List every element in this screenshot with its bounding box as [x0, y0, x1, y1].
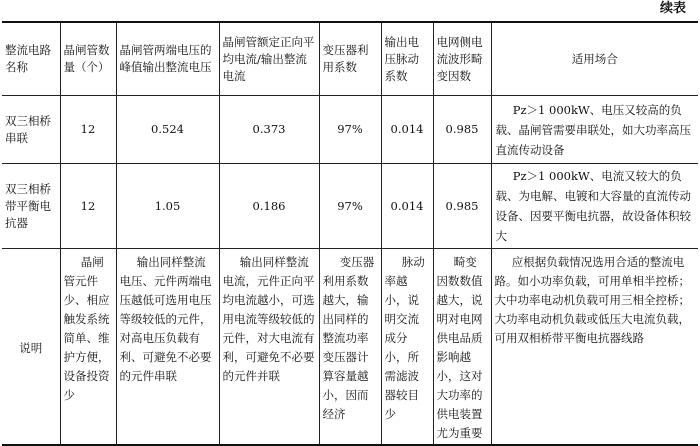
table-row	[2, 96, 698, 164]
header-distortion-factor: 电网侧电流波形畸变因数	[433, 22, 491, 96]
row-current-ratio: 0.186	[219, 164, 319, 249]
row-distortion-factor: 0.985	[433, 164, 491, 249]
row-voltage-ratio: 0.524	[116, 96, 219, 164]
row-current-ratio: 0.373	[219, 96, 319, 164]
note-application: 应根据负载情况选用合适的整流电路。如小功率负载，可用单相半控桥；大中功率电动机负载可用三相全控桥；大功率电动机负载或低压大电流负载，可用双相桥带平衡电抗器线路	[491, 249, 698, 446]
table-row	[2, 164, 698, 249]
header-transformer-utilization: 变压器利用系数	[319, 22, 381, 96]
note-transformer-utilization: 变压器利用系数越大，输出同样的整流功率变压器计算容量越小，因而经济	[319, 249, 381, 446]
note-current-ratio: 输出同样整流电流，元件正向平均电流越小，可选用电流等级较低的元件，对大电流有利，可避免不必要的元件并联	[219, 249, 319, 446]
row-transformer-utilization: 97%	[319, 164, 381, 249]
row-circuit-name: 双三相桥串联	[2, 96, 60, 164]
row-ripple-factor: 0.014	[381, 96, 433, 164]
header-application: 适用场合	[491, 22, 698, 96]
row-application: Pz＞1 000kW、电压又较高的负载、晶闸管需要串联处，如大功率高压直流传动设备	[491, 96, 698, 164]
row-application: Pz＞1 000kW、电流又较大的负载、为电解、电镀和大容量的直流传动设备、因要平衡电抗器，故设备体积较大	[491, 164, 698, 249]
continued-label: 续表	[659, 1, 686, 16]
header-ripple-factor: 输出电压脉动系数	[381, 22, 433, 96]
row-transformer-utilization: 97%	[319, 96, 381, 164]
header-current-ratio: 晶闸管额定正向平均电流/输出整流电流	[219, 22, 319, 96]
header-circuit-name: 整流电路名称	[2, 22, 60, 96]
note-voltage-ratio: 输出同样整流电压、元件两端电压越低可选用电压等级较低的元件，对高电压负载有利、可避免不必要的元件串联	[116, 249, 219, 446]
notes-row	[2, 249, 698, 446]
row-thyristor-count: 12	[60, 164, 116, 249]
header-voltage-ratio: 晶闸管两端电压的峰值输出整流电压	[116, 22, 219, 96]
header-row	[2, 22, 698, 96]
header-thyristor-count: 晶闸管数量（个）	[60, 22, 116, 96]
rectifier-comparison-table	[2, 21, 698, 446]
notes-label: 说明	[2, 249, 60, 446]
row-distortion-factor: 0.985	[433, 96, 491, 164]
note-ripple-factor: 脉动率越小，说明交流成分小，所需滤波器较目少	[381, 249, 433, 446]
row-circuit-name: 双三相桥带平衡电抗器	[2, 164, 60, 249]
row-thyristor-count: 12	[60, 96, 116, 164]
row-voltage-ratio: 1.05	[116, 164, 219, 249]
note-distortion-factor: 畸变因数数值越大，说明对电网供电品质影响越小，这对大功率的供电装置尤为重要	[433, 249, 491, 446]
row-ripple-factor: 0.014	[381, 164, 433, 249]
note-thyristor-count: 晶闸管元件少、相应触发系统简单、维护方便，设备投资少	[60, 249, 116, 446]
